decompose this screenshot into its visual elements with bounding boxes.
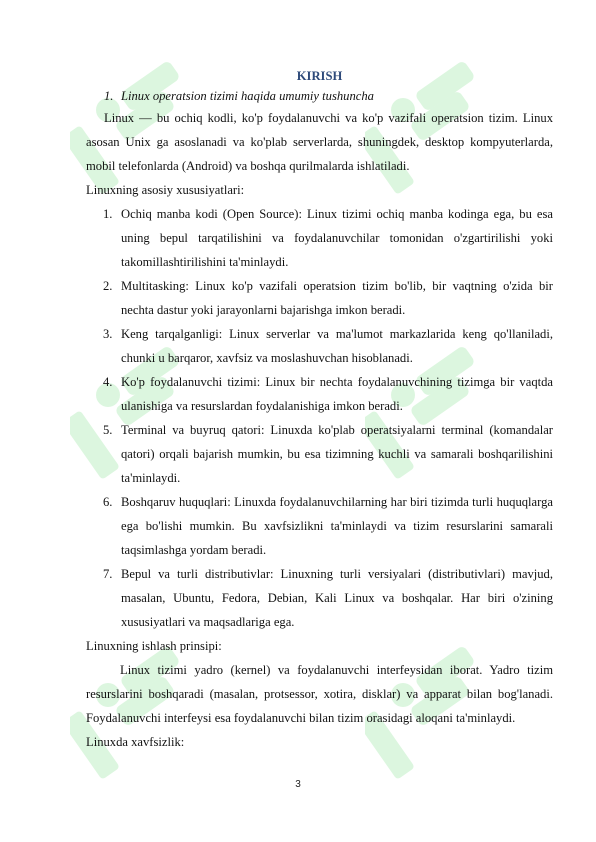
- security-label: Linuxda xavfsizlik:: [86, 735, 185, 749]
- list-item: [86, 202, 553, 274]
- list-item: [86, 562, 553, 634]
- list-item-number: 6.: [103, 495, 113, 509]
- features-label: Linuxning asosiy xususiyatlari:: [86, 183, 245, 197]
- list-item: [86, 322, 553, 370]
- features-list: [86, 202, 553, 634]
- list-item-text: Multitasking: Linux ko'p vazifali operatsion tizim bo'lib, bir vaqtning o'zida bir nechta dastur yoki jarayonlarni bajarishga imkon beradi.: [121, 279, 553, 317]
- section-subheading: [104, 86, 553, 106]
- list-item-number: 7.: [103, 567, 113, 581]
- page-heading: KIRISH: [296, 69, 343, 83]
- list-item-number: 2.: [103, 279, 113, 293]
- list-item-number: 5.: [103, 423, 113, 437]
- list-item: [86, 274, 553, 322]
- list-item-number: 3.: [103, 327, 113, 341]
- principle-label: Linuxning ishlash prinsipi:: [86, 639, 222, 653]
- list-item: [86, 370, 553, 418]
- list-item-text: Keng tarqalganligi: Linux serverlar va ma'lumot markazlarida keng qo'llaniladi, chunki u barqaror, xavfsiz va moslashuvchan hisoblanadi.: [121, 327, 553, 365]
- list-item-number: 4.: [103, 375, 113, 389]
- list-item: [86, 490, 553, 562]
- list-item-text: Ochiq manba kodi (Open Source): Linux tizimi ochiq manba kodinga ega, bu esa uning bepul tarqatilishini va foydalanuvchilar tomonidan o'zgartirilishi yoki takomillashtirilishini ta'minlaydi.: [121, 207, 553, 269]
- list-item-text: Terminal va buyruq qatori: Linuxda ko'plab operatsiyalarni terminal (komandalar qatori) orqali bajarish mumkin, bu esa tizimning kuchli va samarali boshqarilishini ta'minlaydi.: [121, 423, 553, 485]
- subheading-text: Linux operatsion tizimi haqida umumiy tushuncha: [121, 89, 374, 103]
- list-item: [86, 418, 553, 490]
- list-item-text: Boshqaruv huquqlari: Linuxda foydalanuvchilarning har biri tizimda turli huquqlarga ega bo'lishi mumkin. Bu xavfsizlikni ta'minlaydi va tizim resurslarini samarali taqsimlashga yordam beradi.: [121, 495, 553, 557]
- list-item-number: 1.: [103, 207, 113, 221]
- page-number: 3: [295, 779, 301, 790]
- intro-paragraph: Linux — bu ochiq kodli, ko'p foydalanuvchi va ko'p vazifali operatsion tizim. Linux asosan Unix ga asoslanadi va ko'plab serverlarda, shuningdek, desktop kompyuterlarda, mobil telefonlarda (Android) va boshqa qurilmalarda ishlatiladi.: [86, 111, 553, 173]
- document-body: [86, 66, 553, 754]
- principle-paragraph: Linux tizimi yadro (kernel) va foydalanuvchi interfeysidan iborat. Yadro tizim resurslarini boshqaradi (masalan, protsessor, xotira, disklar) va apparat bilan bog'lanadi. Foydalanuvchi interfeysi esa foydalanuvchi bilan tizim orasidagi aloqani ta'minlaydi.: [86, 663, 553, 725]
- list-item-text: Bepul va turli distributivlar: Linuxning turli versiyalari (distributivlari) mavjud, masalan, Ubuntu, Fedora, Debian, Kali Linux va boshqalar. Har biri o'zining xususiyatlari va maqsadlariga ega.: [121, 567, 553, 629]
- list-item-text: Ko'p foydalanuvchi tizimi: Linux bir nechta foydalanuvchining tizimga bir vaqtda ulanishiga va resurslardan foydalanishiga imkon beradi.: [121, 375, 553, 413]
- subheading-number: 1.: [104, 89, 114, 103]
